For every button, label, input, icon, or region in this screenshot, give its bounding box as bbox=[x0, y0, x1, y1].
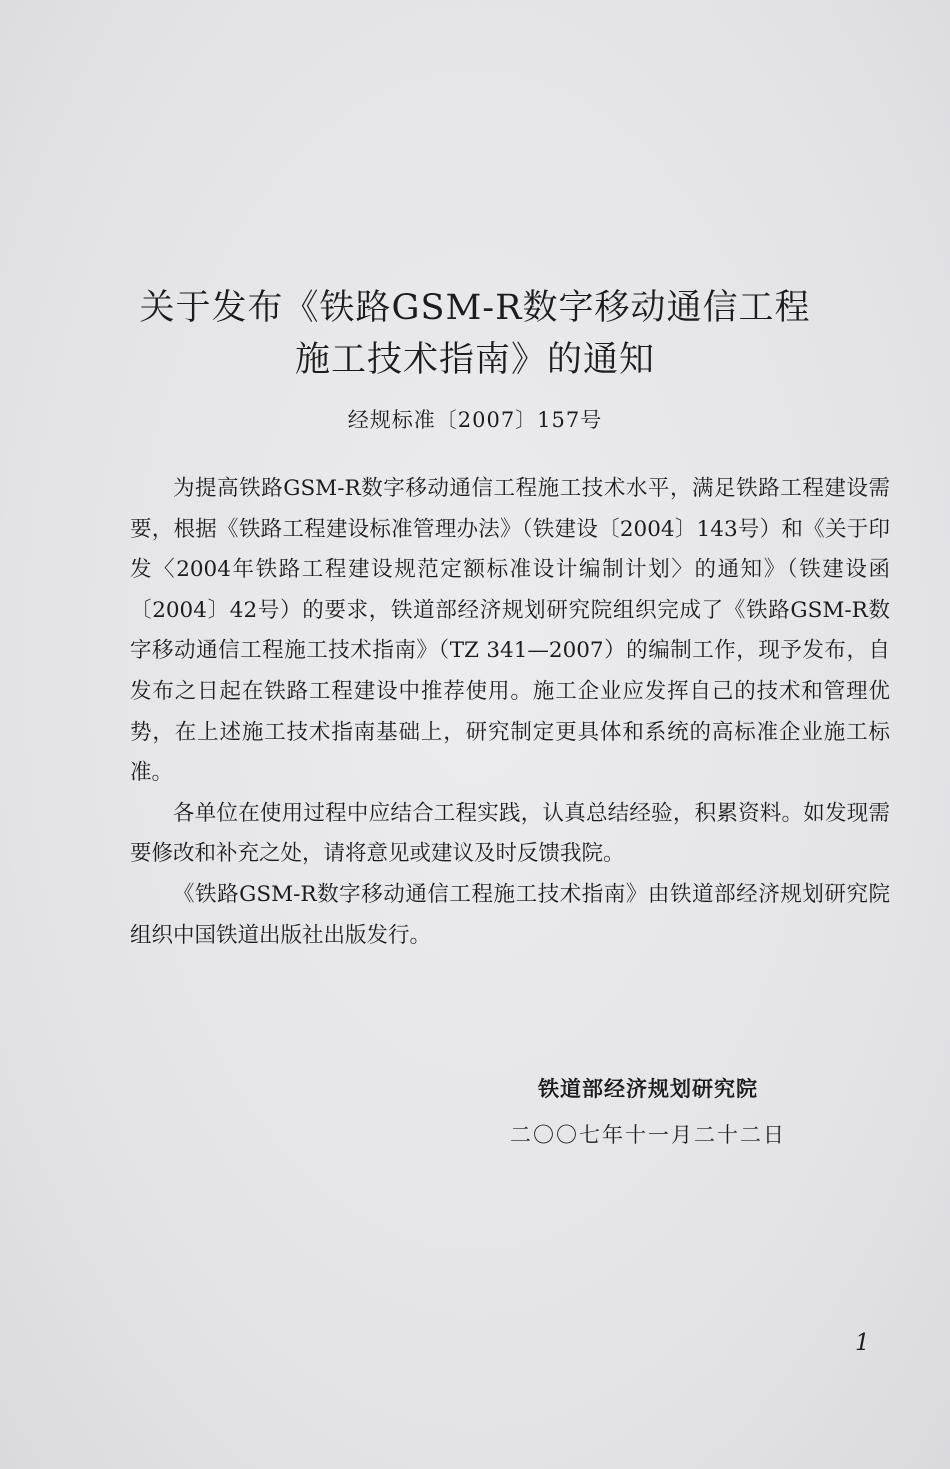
page-number: 1 bbox=[855, 1330, 870, 1356]
signature-date: 二〇〇七年十一月二十二日 bbox=[510, 1123, 786, 1147]
paragraph-2: 各单位在使用过程中应结合工程实践，认真总结经验，积累资料。如发现需要修改和补充之处，请将意见或建议及时反馈我院。 bbox=[130, 800, 890, 867]
paragraph-3: 《铁路GSM-R数字移动通信工程施工技术指南》由铁道部经济规划研究院组织中国铁道出版社出版发行。 bbox=[130, 881, 890, 948]
signature-organization: 铁道部经济规划研究院 bbox=[538, 1077, 758, 1101]
body-text bbox=[130, 469, 890, 956]
title-line-1: 关于发布《铁路GSM-R数字移动通信工程 bbox=[139, 288, 811, 328]
title-line-2: 施工技术指南》的通知 bbox=[294, 340, 655, 380]
paragraph-1: 为提高铁路GSM-R数字移动通信工程施工技术水平，满足铁路工程建设需要，根据《铁路工程建设标准管理办法》（铁建设〔2004〕143号）和《关于印发〈2004年铁路工程建设规范定额标准设计编制计划〉的通知》（铁建设函〔2004〕42号）的要求，铁道部经济规划研究院组织完成了《铁路GSM-R数字移动通信工程施工技术指南》（TZ 341—2007）的编制工作，现予发布，自发布之日起在铁路工程建设中推荐使用。施工企业应发挥自己的技术和管理优势，在上述施工技术指南基础上，研究制定更具体和系统的高标准企业施工标准。 bbox=[130, 476, 890, 786]
document-number: 经规标准〔2007〕157号 bbox=[347, 408, 603, 432]
